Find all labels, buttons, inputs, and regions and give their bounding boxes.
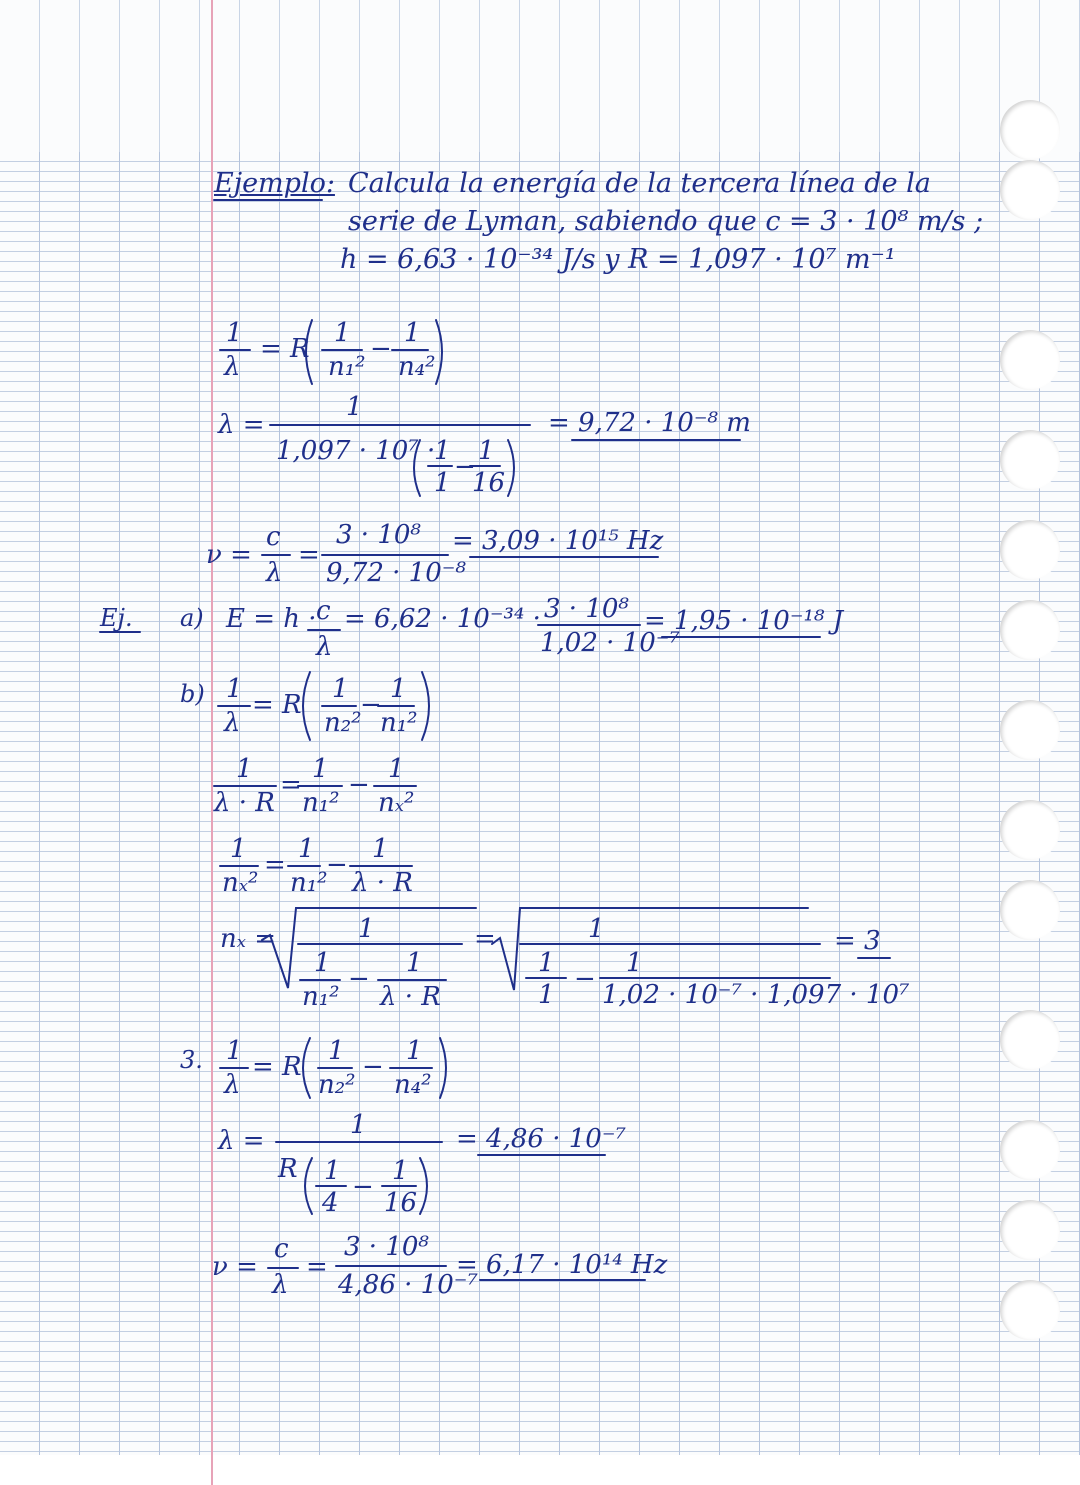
eqb1-frac2-num: 1 bbox=[390, 674, 407, 704]
eq3-lambda: λ bbox=[266, 558, 283, 588]
eqb1-eq-R: = R bbox=[252, 690, 302, 720]
eqb1-minus: − bbox=[360, 690, 382, 720]
eq2-inner-den2: 16 bbox=[472, 468, 506, 498]
eq1-frac1-den: n₁² bbox=[328, 352, 366, 382]
eqb1-frac1-num: 1 bbox=[332, 674, 349, 704]
eqb3-frac2-num: 1 bbox=[372, 834, 389, 864]
eqa-E-part: E = h · bbox=[226, 604, 317, 634]
eqb3-frac1-num: 1 bbox=[298, 834, 315, 864]
eqa-lambda: λ bbox=[316, 632, 333, 662]
eqb4-rad1-minus: − bbox=[348, 964, 370, 994]
eqb3-frac2-den: λ · R bbox=[352, 868, 413, 898]
eq2-inner-den1: 1 bbox=[434, 468, 451, 498]
eq3-c: c bbox=[266, 522, 281, 552]
eqb2-frac1-num: 1 bbox=[312, 754, 329, 784]
eq3d-nu-eq: ν = bbox=[212, 1252, 258, 1282]
eqb3-minus: − bbox=[326, 850, 348, 880]
eq3c-minus: − bbox=[352, 1172, 374, 1202]
label-3: 3. bbox=[180, 1046, 203, 1074]
eqb2-den: λ · R bbox=[214, 788, 275, 818]
eqb2-eq: = bbox=[280, 770, 302, 800]
eq3d-c: c bbox=[274, 1234, 289, 1264]
example-line-2: serie de Lyman, sabiendo que c = 3 · 10⁸ m/s ; bbox=[348, 206, 984, 237]
eq3-nu-eq: ν = bbox=[206, 540, 252, 570]
eqa-num: 3 · 10⁸ bbox=[544, 594, 629, 624]
eq3-den: 9,72 · 10⁻⁸ bbox=[326, 558, 466, 588]
result-nu-1: = 3,09 · 10¹⁵ Hz bbox=[452, 526, 664, 556]
eq3b-frac2-den: n₄² bbox=[394, 1070, 432, 1100]
eq1-lambda: λ bbox=[224, 352, 241, 382]
eq3b-eq-R: = R bbox=[252, 1052, 302, 1082]
eq1-frac1-num: 1 bbox=[334, 318, 351, 348]
eqb3-num: 1 bbox=[230, 834, 247, 864]
eqb3-eq: = bbox=[264, 850, 286, 880]
eqb4-nx-eq: nₓ = bbox=[220, 924, 277, 954]
eq3b-lambda: λ bbox=[224, 1070, 241, 1100]
label-ej: Ej. bbox=[100, 604, 133, 632]
example-line-3: h = 6,63 · 10⁻³⁴ J/s y R = 1,097 · 10⁷ m⁻¹ bbox=[340, 244, 896, 275]
eqb4-eq: = bbox=[474, 924, 496, 954]
eq3d-lambda: λ bbox=[272, 1270, 289, 1300]
eqb3-den: nₓ² bbox=[222, 868, 259, 898]
eqb4-rad2-num: 1 bbox=[588, 914, 605, 944]
eqb2-minus: − bbox=[348, 770, 370, 800]
eq1-numerator: 1 bbox=[226, 318, 243, 348]
eqb4-rad2-inner-den2: 1,02 · 10⁻⁷ · 1,097 · 10⁷ bbox=[602, 980, 910, 1010]
eq3c-inner-den1: 4 bbox=[322, 1188, 339, 1218]
eq3b-num: 1 bbox=[226, 1036, 243, 1066]
eq3d-num: 3 · 10⁸ bbox=[344, 1232, 429, 1262]
eqb2-frac2-num: 1 bbox=[388, 754, 405, 784]
eq3-eq: = bbox=[298, 540, 320, 570]
label-a: a) bbox=[180, 604, 204, 632]
eqb4-rad1-inner-den1: n₁² bbox=[302, 982, 340, 1012]
eqb2-frac1-den: n₁² bbox=[302, 788, 340, 818]
eq3c-inner-num2: 1 bbox=[392, 1156, 409, 1186]
eqb2-num: 1 bbox=[236, 754, 253, 784]
example-line-1: Calcula la energía de la tercera línea de la bbox=[348, 168, 931, 199]
eqa-den: 1,02 · 10⁻⁷ bbox=[540, 628, 680, 658]
eqb4-rad1-inner-num1: 1 bbox=[314, 948, 331, 978]
eq2-denominator-prefix: 1,097 · 10⁷ · bbox=[276, 436, 436, 466]
result-lambda-1: = 9,72 · 10⁻⁸ m bbox=[548, 408, 751, 438]
label-b: b) bbox=[180, 680, 205, 708]
eqb1-frac1-den: n₂² bbox=[324, 708, 362, 738]
eqb3-frac1-den: n₁² bbox=[290, 868, 328, 898]
eq3d-eq: = bbox=[306, 1252, 328, 1282]
eq2-inner-num1: 1 bbox=[434, 436, 451, 466]
result-nu-3: = 6,17 · 10¹⁴ Hz bbox=[456, 1250, 668, 1280]
eq2-numerator: 1 bbox=[346, 392, 363, 422]
eq3b-frac2-num: 1 bbox=[406, 1036, 423, 1066]
result-lambda-3: = 4,86 · 10⁻⁷ bbox=[456, 1124, 626, 1154]
eq2-inner-num2: 1 bbox=[478, 436, 495, 466]
result-nx: = 3 bbox=[834, 926, 881, 956]
eqb4-rad1-inner-den2: λ · R bbox=[380, 982, 441, 1012]
eq3c-num: 1 bbox=[350, 1110, 367, 1140]
eq3c-R: R bbox=[278, 1154, 298, 1184]
eq2-lambda-eq: λ = bbox=[218, 410, 265, 440]
eqb4-rad1-inner-num2: 1 bbox=[406, 948, 423, 978]
eqb1-frac2-den: n₁² bbox=[380, 708, 418, 738]
eq3d-den: 4,86 · 10⁻⁷ bbox=[338, 1270, 478, 1300]
eq3c-inner-num1: 1 bbox=[324, 1156, 341, 1186]
eq3b-minus: − bbox=[362, 1052, 384, 1082]
eqa-c: c bbox=[316, 596, 331, 626]
eq1-eq-R: = R bbox=[260, 334, 310, 364]
eqb2-frac2-den: nₓ² bbox=[378, 788, 415, 818]
eqb1-lambda: λ bbox=[224, 708, 241, 738]
eq3b-frac1-num: 1 bbox=[328, 1036, 345, 1066]
eqa-h-val: = 6,62 · 10⁻³⁴ · bbox=[344, 604, 541, 634]
eq3b-frac1-den: n₂² bbox=[318, 1070, 356, 1100]
eq3c-lambda-eq: λ = bbox=[218, 1126, 265, 1156]
eqb4-rad2-inner-num2: 1 bbox=[626, 948, 643, 978]
example-title bbox=[214, 168, 335, 199]
eqb1-num: 1 bbox=[226, 674, 243, 704]
eq3c-inner-den2: 16 bbox=[384, 1188, 418, 1218]
eqb4-rad1-num: 1 bbox=[358, 914, 375, 944]
eq1-frac2-den: n₄² bbox=[398, 352, 436, 382]
eqb4-rad2-inner-num1: 1 bbox=[538, 948, 555, 978]
eq1-frac2-num: 1 bbox=[404, 318, 421, 348]
eq3-num: 3 · 10⁸ bbox=[336, 520, 421, 550]
example-title-word: Ejemplo: bbox=[214, 168, 335, 199]
eqb4-rad2-minus: − bbox=[574, 964, 596, 994]
eq2-minus: − bbox=[454, 452, 476, 482]
eqb4-rad2-inner-den1: 1 bbox=[538, 980, 555, 1010]
result-E-a: = 1,95 · 10⁻¹⁸ J bbox=[644, 606, 844, 636]
eq1-minus: − bbox=[370, 334, 392, 364]
